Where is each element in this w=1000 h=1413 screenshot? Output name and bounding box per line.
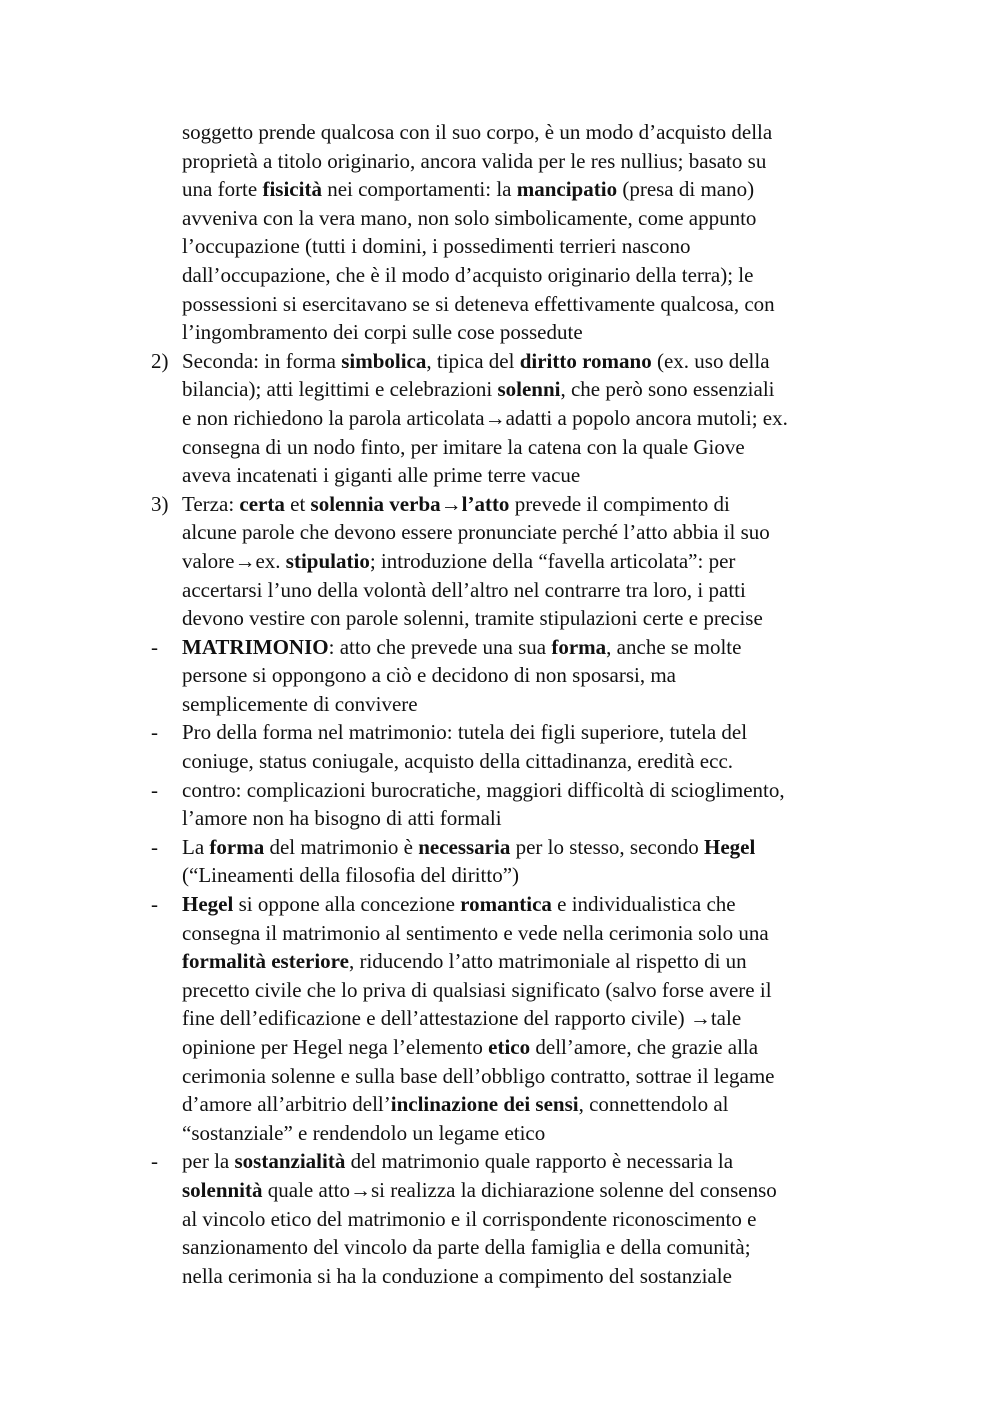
text-line xyxy=(0,1176,1000,1205)
plain-text: “sostanziale” e rendendolo un legame etico xyxy=(182,1120,546,1145)
text-line xyxy=(0,1090,1000,1119)
text-line xyxy=(0,118,1000,147)
plain-text: possessioni si esercitavano se si deteneva effettivamente qualcosa, con xyxy=(182,291,775,316)
plain-text: per lo stesso, secondo xyxy=(510,834,704,859)
line-text xyxy=(182,661,676,690)
plain-text: per la xyxy=(182,1149,235,1174)
list-marker: - xyxy=(151,777,158,802)
list-marker: - xyxy=(151,834,158,859)
bold-text: forma xyxy=(551,634,607,659)
bold-text: sostanzialità xyxy=(234,1149,346,1174)
line-text xyxy=(182,1119,545,1148)
list-marker: - xyxy=(151,1149,158,1174)
plain-text: , riducendo l’atto matrimoniale al rispetto di un xyxy=(348,949,747,974)
line-text xyxy=(182,1233,751,1262)
bold-text: simbolica xyxy=(341,348,427,373)
text-line xyxy=(0,204,1000,233)
plain-text: l’occupazione (tutti i domini, i possedimenti terrieri nascono xyxy=(182,234,691,259)
line-text xyxy=(182,175,754,204)
text-line xyxy=(0,604,1000,633)
line-text xyxy=(182,1176,777,1205)
line-text xyxy=(182,232,691,261)
text-line xyxy=(0,404,1000,433)
plain-text: al vincolo etico del matrimonio e il corrispondente riconoscimento e xyxy=(182,1206,757,1231)
text-line xyxy=(0,1033,1000,1062)
plain-text: , anche se molte xyxy=(606,634,742,659)
plain-text: del matrimonio quale rapporto è necessaria la xyxy=(345,1149,734,1174)
line-text xyxy=(182,1147,733,1176)
plain-text: devono vestire con parole solenni, tramite stipulazioni certe e precise xyxy=(182,606,763,631)
plain-text: proprietà a titolo originario, ancora valida per le res nullius; basato su xyxy=(182,148,767,173)
plain-text: Seconda: in forma xyxy=(182,348,342,373)
plain-text: coniuge, status coniugale, acquisto della cittadinanza, eredità ecc. xyxy=(182,749,734,774)
line-text xyxy=(182,976,772,1005)
list-marker: - xyxy=(151,634,158,659)
bold-text: diritto romano xyxy=(519,348,652,373)
line-text xyxy=(182,1262,732,1291)
plain-text: alcune parole che devono essere pronunciate perché l’atto abbia il suo xyxy=(182,520,770,545)
text-line xyxy=(0,375,1000,404)
line-text xyxy=(182,861,519,890)
text-line xyxy=(0,461,1000,490)
plain-text: consegna il matrimonio al sentimento e vede nella cerimonia solo una xyxy=(182,920,769,945)
text-line xyxy=(0,861,1000,890)
text-line xyxy=(0,633,1000,662)
line-text xyxy=(182,290,775,319)
line-text xyxy=(182,118,772,147)
line-text xyxy=(182,1090,728,1119)
bold-text: MATRIMONIO xyxy=(182,634,329,659)
text-line xyxy=(0,1205,1000,1234)
text-line xyxy=(0,433,1000,462)
bold-text: solennia verba→l’atto xyxy=(310,491,510,516)
text-line xyxy=(0,490,1000,519)
plain-text: dall’occupazione, che è il modo d’acquisto originario della terra); le xyxy=(182,262,754,287)
line-text xyxy=(182,576,746,605)
text-line xyxy=(0,919,1000,948)
plain-text: accertarsi l’uno della volontà dell’altro nel contrarre tra loro, i patti xyxy=(182,577,746,602)
bold-text: necessaria xyxy=(418,834,511,859)
plain-text: del matrimonio è xyxy=(264,834,419,859)
plain-text: sanzionamento del vincolo da parte della famiglia e della comunità; xyxy=(182,1235,751,1260)
text-line xyxy=(0,833,1000,862)
line-text xyxy=(182,261,753,290)
plain-text: La xyxy=(182,834,210,859)
line-text xyxy=(182,633,741,662)
text-line xyxy=(0,290,1000,319)
plain-text: nella cerimonia si ha la conduzione a compimento del sostanziale xyxy=(182,1263,732,1288)
plain-text: e non richiedono la parola articolata→adatti a popolo ancora mutoli; ex. xyxy=(182,405,788,430)
list-marker: 3) xyxy=(151,491,169,516)
plain-text: l’ingombramento dei corpi sulle cose possedute xyxy=(182,320,583,345)
line-text xyxy=(182,461,580,490)
plain-text: l’amore non ha bisogno di atti formali xyxy=(182,806,502,831)
plain-text: dell’amore, che grazie alla xyxy=(530,1035,759,1059)
plain-text: (“Lineamenti della filosofia del diritto”) xyxy=(182,863,520,888)
plain-text: cerimonia solenne e sulla base dell’obbligo contratto, sottrae il legame xyxy=(182,1063,775,1088)
plain-text: , connettendolo al xyxy=(578,1092,729,1117)
plain-text: Terza: xyxy=(182,491,240,516)
line-text xyxy=(182,718,747,747)
text-line xyxy=(0,318,1000,347)
plain-text: si oppone alla concezione xyxy=(233,892,461,917)
plain-text: , tipica del xyxy=(426,348,520,373)
text-line xyxy=(0,776,1000,805)
text-line xyxy=(0,1262,1000,1291)
bold-text: stipulatio xyxy=(285,548,370,573)
line-text xyxy=(182,833,755,862)
plain-text: ; introduzione della “favella articolata”: per xyxy=(369,548,736,573)
bold-text: certa xyxy=(239,491,285,516)
text-line xyxy=(0,661,1000,690)
document-page xyxy=(0,118,1000,1290)
line-text xyxy=(182,1004,741,1033)
line-text xyxy=(182,919,769,948)
text-line xyxy=(0,347,1000,376)
bold-text: mancipatio xyxy=(516,177,618,202)
text-line xyxy=(0,718,1000,747)
plain-text: contro: complicazioni burocratiche, maggiori difficoltà di scioglimento, xyxy=(182,777,785,802)
plain-text: et xyxy=(284,491,311,516)
bold-text: inclinazione dei sensi xyxy=(390,1092,579,1117)
text-line xyxy=(0,576,1000,605)
line-text xyxy=(182,776,785,805)
text-line xyxy=(0,976,1000,1005)
plain-text: avveniva con la vera mano, non solo simbolicamente, come appunto xyxy=(182,205,757,230)
line-text xyxy=(182,318,583,347)
plain-text: : atto che prevede una sua xyxy=(328,634,552,659)
text-line xyxy=(0,890,1000,919)
line-text xyxy=(182,518,770,547)
text-line xyxy=(0,261,1000,290)
plain-text: , che però sono essenziali xyxy=(560,377,775,402)
line-text xyxy=(182,375,775,404)
line-text xyxy=(182,147,766,176)
text-line xyxy=(0,1004,1000,1033)
plain-text: opinione per Hegel nega l’elemento xyxy=(182,1035,489,1059)
plain-text: persone si oppongono a ciò e decidono di non sposarsi, ma xyxy=(182,663,676,688)
plain-text: (ex. uso della xyxy=(651,348,770,373)
line-text xyxy=(182,690,418,719)
text-line xyxy=(0,232,1000,261)
text-line xyxy=(0,175,1000,204)
plain-text: una forte xyxy=(182,177,263,202)
plain-text: bilancia); atti legittimi e celebrazioni xyxy=(182,377,498,402)
plain-text: quale atto→si realizza la dichiarazione solenne del consenso xyxy=(262,1177,777,1202)
plain-text: nei comportamenti: la xyxy=(321,177,517,202)
plain-text: soggetto prende qualcosa con il suo corpo, è un modo d’acquisto della xyxy=(182,120,773,144)
text-line xyxy=(0,1119,1000,1148)
bold-text: solenni xyxy=(497,377,561,402)
line-text xyxy=(182,1062,774,1091)
plain-text: precetto civile che lo priva di qualsiasi significato (salvo forse avere il xyxy=(182,977,772,1002)
bold-text: forma xyxy=(209,834,265,859)
line-text xyxy=(182,947,747,976)
list-marker: - xyxy=(151,892,158,917)
text-line xyxy=(0,147,1000,176)
bold-text: solennità xyxy=(182,1177,263,1202)
line-text xyxy=(182,204,756,233)
bold-text: etico xyxy=(488,1035,531,1059)
line-text xyxy=(182,347,770,376)
text-line xyxy=(0,947,1000,976)
text-line xyxy=(0,1147,1000,1176)
plain-text: (presa di mano) xyxy=(617,177,755,202)
bold-text: Hegel xyxy=(182,892,234,917)
plain-text: e individualistica che xyxy=(551,892,736,917)
text-line xyxy=(0,690,1000,719)
bold-text: fisicità xyxy=(262,177,322,202)
plain-text: prevede il compimento di xyxy=(509,491,730,516)
plain-text: aveva incatenati i giganti alle prime terre vacue xyxy=(182,463,581,488)
bold-text: romantica xyxy=(460,892,552,917)
line-text xyxy=(182,1033,758,1062)
plain-text: valore→ex. xyxy=(182,548,286,573)
text-line xyxy=(0,804,1000,833)
line-text xyxy=(182,433,745,462)
line-text xyxy=(182,747,733,776)
text-line xyxy=(0,1233,1000,1262)
line-text xyxy=(182,1205,756,1234)
line-text xyxy=(182,890,736,919)
bold-text: formalità esteriore xyxy=(182,949,349,974)
line-text xyxy=(182,804,502,833)
text-line xyxy=(0,747,1000,776)
list-marker: 2) xyxy=(151,348,169,373)
plain-text: consegna di un nodo finto, per imitare la catena con la quale Giove xyxy=(182,434,745,459)
plain-text: d’amore all’arbitrio dell’ xyxy=(182,1092,391,1117)
text-line xyxy=(0,1062,1000,1091)
text-line xyxy=(0,518,1000,547)
line-text xyxy=(182,490,730,519)
plain-text: Pro della forma nel matrimonio: tutela dei figli superiore, tutela del xyxy=(182,720,748,745)
line-text xyxy=(182,404,788,433)
plain-text: fine dell’edificazione e dell’attestazione del rapporto civile) →tale xyxy=(182,1006,742,1031)
text-line xyxy=(0,547,1000,576)
line-text xyxy=(182,604,763,633)
list-marker: - xyxy=(151,720,158,745)
plain-text: semplicemente di convivere xyxy=(182,691,418,716)
bold-text: Hegel xyxy=(703,834,756,859)
line-text xyxy=(182,547,735,576)
